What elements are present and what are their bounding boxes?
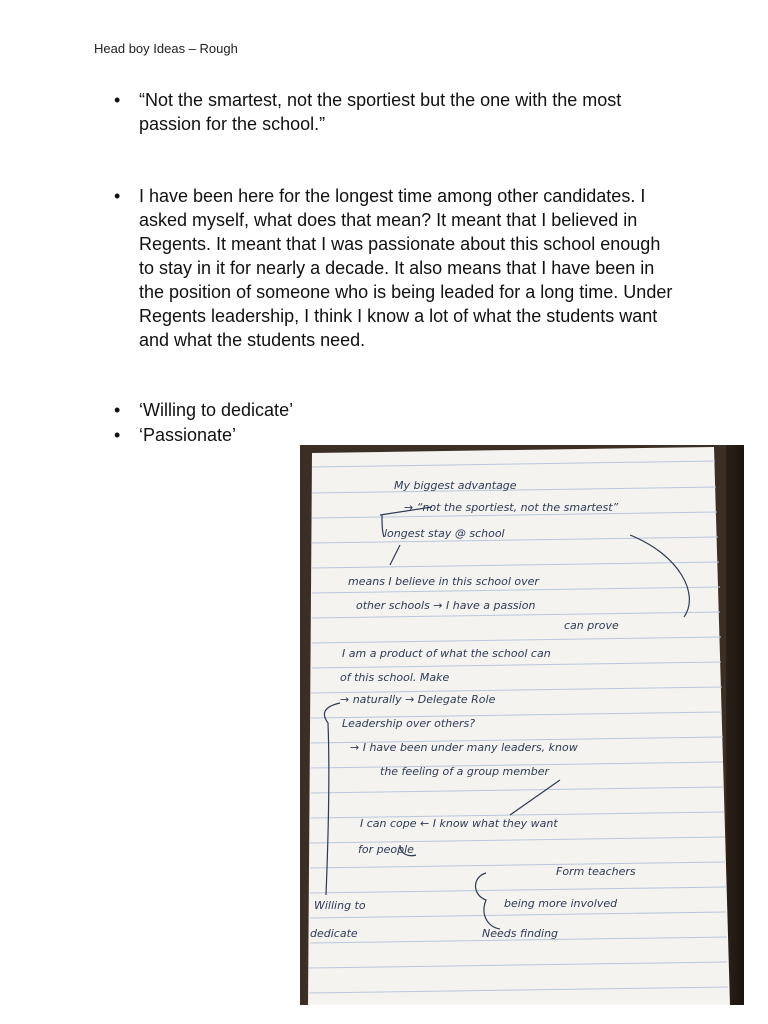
- note-line-1: My biggest advantage: [394, 479, 517, 492]
- note-line-11: → I have been under many leaders, know: [350, 741, 578, 754]
- note-line-5: other schools → I have a passion: [356, 599, 536, 612]
- note-line-9: → naturally → Delegate Role: [340, 693, 496, 706]
- note-line-15: Form teachers: [556, 865, 636, 878]
- notes-paper: [300, 445, 744, 1005]
- bullet-list: [114, 88, 674, 447]
- note-line-10: Leadership over others?: [342, 717, 476, 730]
- note-line-4: means I believe in this school over: [348, 575, 539, 588]
- note-line-6: can prove: [564, 619, 619, 632]
- note-line-2: → “not the sportiest, not the smartest”: [404, 501, 619, 514]
- note-line-12: the feeling of a group member: [380, 765, 550, 778]
- note-line-17: being more involved: [504, 897, 618, 910]
- note-line-19: Needs finding: [482, 927, 559, 940]
- note-line-8: of this school. Make: [340, 671, 450, 684]
- note-line-14: for people: [358, 843, 414, 856]
- note-line-3: longest stay @ school: [384, 527, 505, 540]
- handwritten-notes-photo: [300, 445, 744, 1005]
- note-line-7: I am a product of what the school can: [342, 647, 551, 660]
- bullet-longest-time: • I have been here for the longest time among other candidates. I asked myself, what does that mean? It meant that I believed in Regents. It meant that I was passionate about this school enough to stay in it for nearly a decade. It also means that I have been in the position of someone who is being leaded for a long time. Under Regents leadership, I think I know a lot of what the students want and what the students need.: [114, 184, 674, 352]
- bullet-quote: • “Not the smartest, not the sportiest but the one with the most passion for the school.”: [114, 88, 674, 136]
- bullet-willing-to-dedicate: • ‘Willing to dedicate’: [114, 398, 674, 422]
- note-line-13: I can cope ← I know what they want: [360, 817, 558, 830]
- note-line-18: dedicate: [310, 927, 358, 940]
- note-line-16: Willing to: [314, 899, 366, 912]
- document-header: Head boy Ideas – Rough: [94, 41, 238, 56]
- bullet-passionate: • ‘Passionate’: [114, 423, 674, 447]
